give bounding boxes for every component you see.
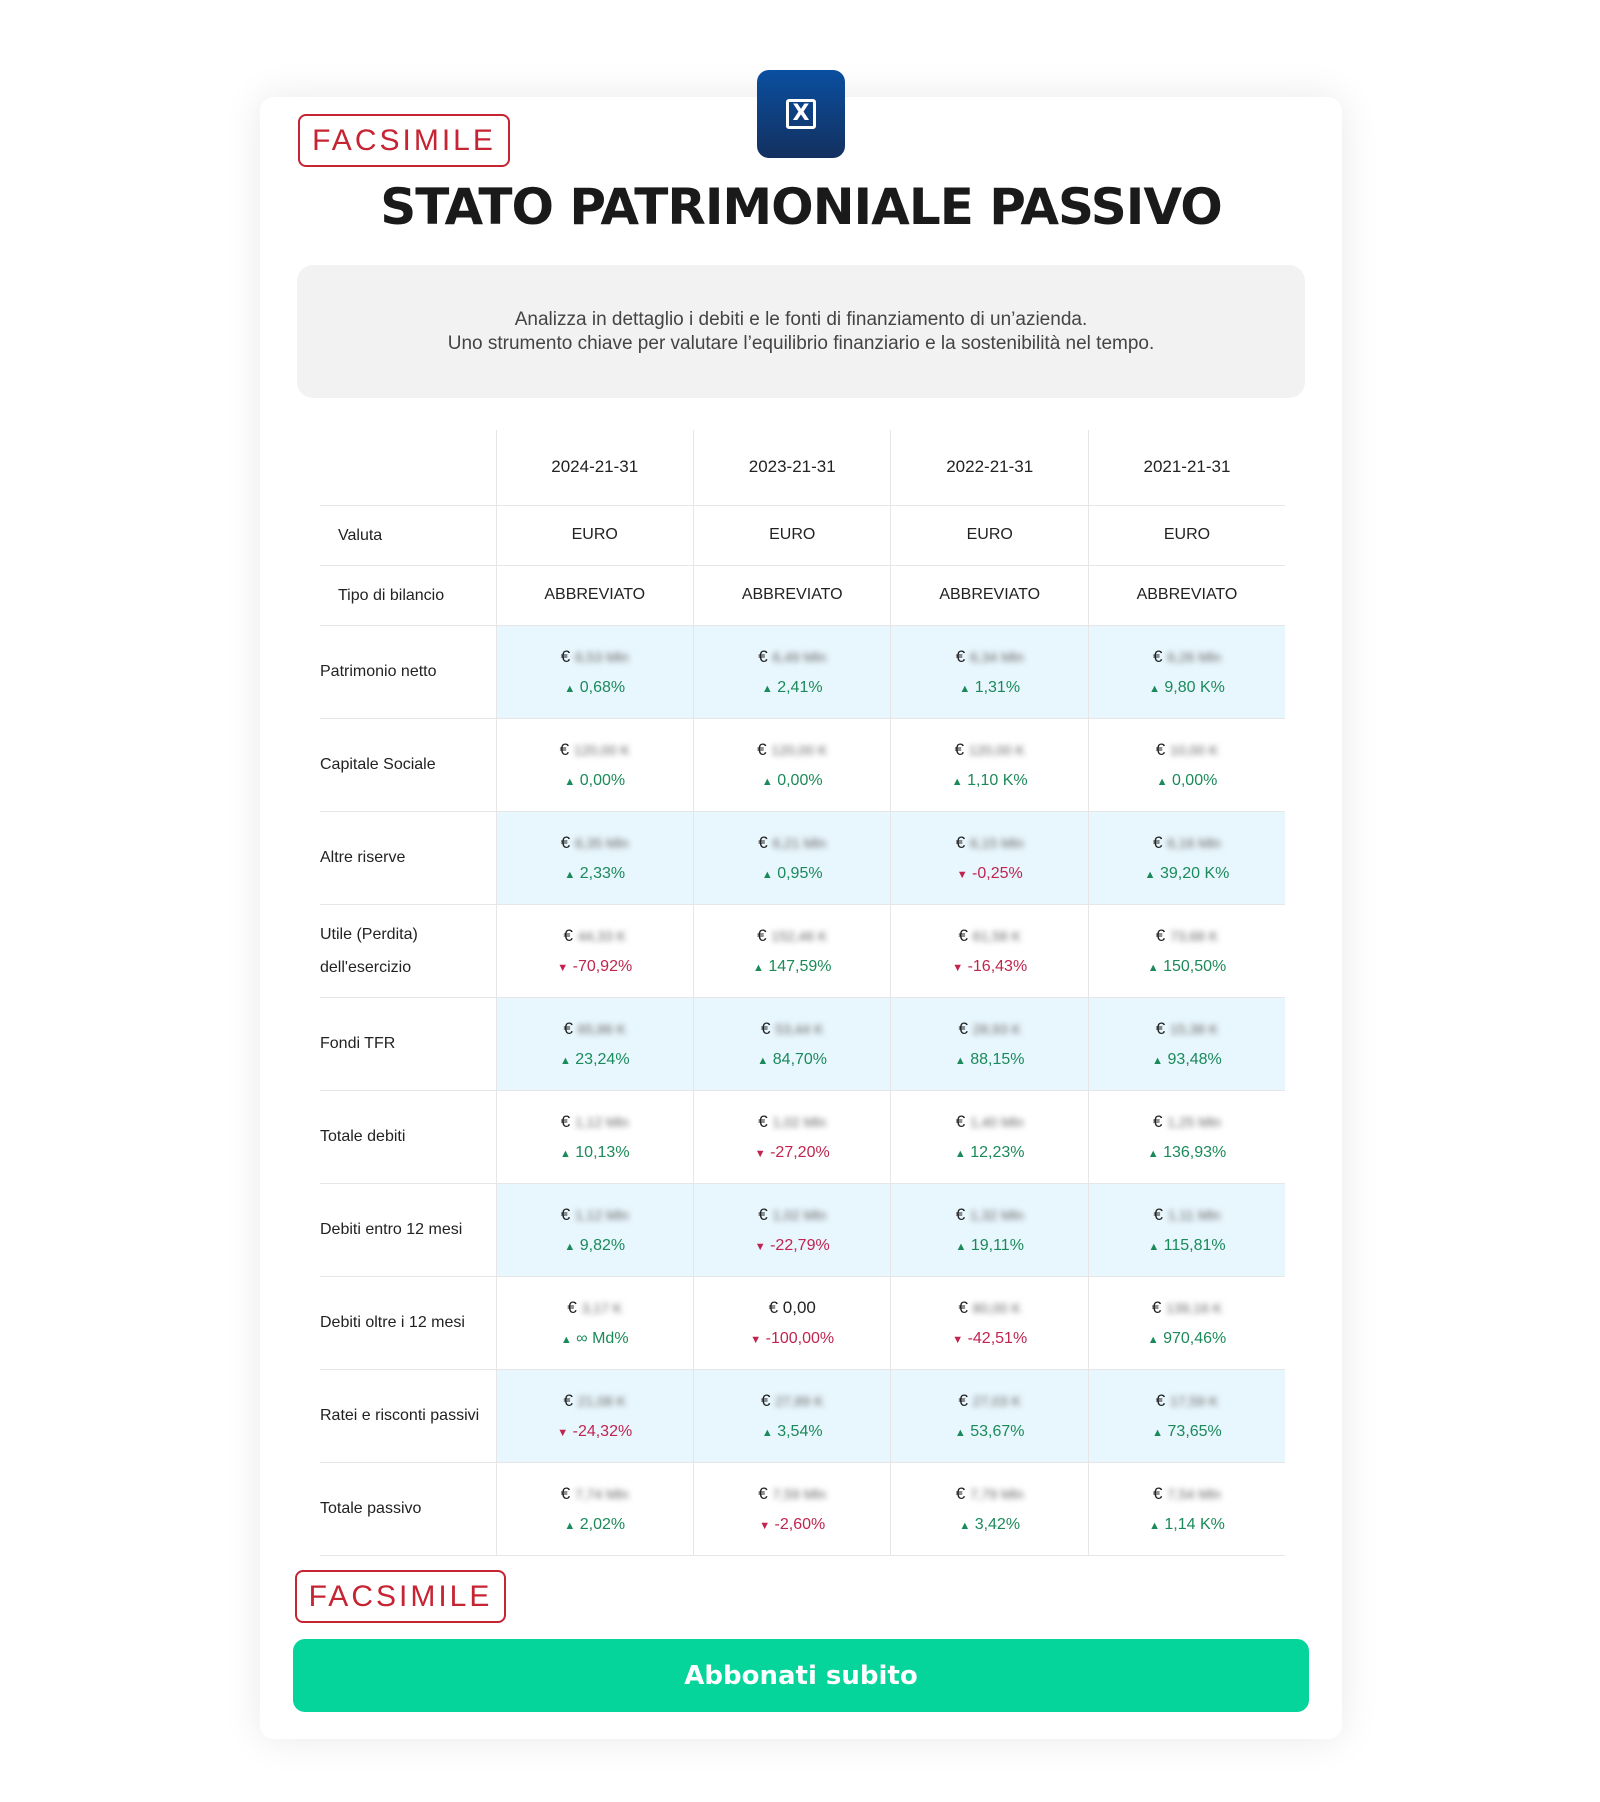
currency-symbol: €: [958, 925, 968, 945]
change-percent: 136,93%: [1163, 1143, 1227, 1161]
change-percent: 84,70%: [772, 1050, 828, 1068]
amount-value: 6,53 Mln: [574, 648, 629, 665]
value-cell: [891, 718, 1088, 811]
value-cell: [1088, 718, 1285, 811]
value-cell: [891, 904, 1088, 997]
value-cell: [496, 625, 693, 718]
currency-symbol: €: [958, 1390, 968, 1410]
amount-value: 44,33 K: [577, 927, 626, 944]
row-label: Altre riserve: [320, 811, 496, 904]
arrow-up-icon: ▲: [752, 961, 764, 974]
arrow-up-icon: ▲: [1144, 868, 1156, 881]
value-cell: [496, 718, 693, 811]
currency-symbol: €: [560, 832, 571, 852]
change-percent: -0,25%: [972, 864, 1023, 882]
value-cell: [1088, 1183, 1285, 1276]
currency-symbol: €: [757, 925, 767, 945]
column-header: 2022-21-31: [891, 430, 1088, 505]
arrow-up-icon: ▲: [959, 682, 971, 695]
value-cell: [496, 1276, 693, 1369]
amount-value: 17,59 K: [1169, 1392, 1219, 1409]
amount-value: 1,02 Mln: [772, 1206, 827, 1223]
arrow-up-icon: ▲: [560, 1333, 572, 1346]
currency-symbol: €: [954, 739, 965, 759]
amount-value: 120,00 K: [968, 741, 1025, 758]
value-cell: [891, 1369, 1088, 1462]
row-label: Patrimonio netto: [320, 625, 496, 718]
arrow-up-icon: ▲: [1152, 1054, 1164, 1067]
change-percent: 1,10 K%: [967, 771, 1028, 789]
amount-value: 1,12 Mln: [574, 1113, 629, 1130]
amount-value: 21,08 K: [577, 1392, 626, 1409]
currency-symbol: €: [567, 1297, 577, 1317]
amount-value: 1,25 Mln: [1167, 1113, 1221, 1130]
currency-symbol: €: [1153, 646, 1163, 666]
row-label: Capitale Sociale: [320, 718, 496, 811]
amount-value: 1,11 Mln: [1167, 1206, 1221, 1223]
currency-symbol: €: [955, 1483, 966, 1503]
amount-value: 6,15 Mln: [969, 834, 1024, 851]
arrow-up-icon: ▲: [1152, 1426, 1164, 1439]
change-percent: 93,48%: [1167, 1050, 1222, 1068]
currency-symbol: €: [560, 1483, 571, 1503]
change-percent: -70,92%: [572, 957, 633, 975]
currency-symbol: €: [758, 646, 768, 666]
value-cell: [496, 1183, 693, 1276]
value-cell: [891, 1090, 1088, 1183]
currency-symbol: €: [560, 1204, 571, 1224]
change-percent: 1,14 K%: [1164, 1515, 1225, 1533]
arrow-down-icon: ▼: [750, 1333, 762, 1346]
table-row: [320, 718, 1285, 811]
change-percent: 88,15%: [970, 1050, 1025, 1068]
currency-symbol: €: [1155, 925, 1166, 945]
change-percent: ∞ Md%: [576, 1329, 629, 1347]
currency-symbol: €: [1153, 1483, 1163, 1503]
value-cell: [1088, 904, 1285, 997]
change-percent: -16,43%: [967, 957, 1028, 975]
arrow-up-icon: ▲: [1156, 775, 1168, 788]
table-row: [320, 1462, 1285, 1555]
value-cell: [496, 811, 693, 904]
value-cell: [891, 997, 1088, 1090]
currency-symbol: €: [563, 1018, 573, 1038]
value-cell: [891, 1462, 1088, 1555]
amount-value: 0,00: [782, 1297, 816, 1317]
change-percent: 9,82%: [579, 1236, 626, 1254]
currency-symbol: €: [560, 646, 571, 666]
currency-symbol: €: [1153, 832, 1163, 852]
amount-value: 10,00 K: [1169, 741, 1219, 758]
change-percent: -24,32%: [572, 1422, 633, 1440]
change-percent: 0,00%: [579, 771, 626, 789]
currency-symbol: €: [560, 1111, 571, 1131]
change-percent: 0,68%: [579, 678, 626, 696]
value-cell: [891, 1276, 1088, 1369]
arrow-up-icon: ▲: [564, 1519, 576, 1532]
value-cell: [693, 1369, 890, 1462]
row-label: Fondi TFR: [320, 997, 496, 1090]
change-percent: -42,51%: [967, 1329, 1028, 1347]
arrow-up-icon: ▲: [761, 868, 773, 881]
cell: EURO: [1088, 505, 1285, 565]
amount-value: 73,68 K: [1169, 927, 1219, 944]
table-row: [320, 1090, 1285, 1183]
value-cell: [693, 904, 890, 997]
change-percent: 73,65%: [1167, 1422, 1222, 1440]
amount-value: 6,16 Mln: [1167, 834, 1221, 851]
amount-value: 65,86 K: [577, 1020, 626, 1037]
description-line-1: Analizza in dettaglio i debiti e le fonti di finanziamento di un’azienda.: [514, 308, 1088, 330]
value-cell: [693, 625, 890, 718]
change-percent: 23,24%: [575, 1050, 630, 1068]
arrow-up-icon: ▲: [757, 1054, 769, 1067]
value-cell: [496, 997, 693, 1090]
value-cell: [693, 1090, 890, 1183]
amount-value: 3,17 K: [581, 1299, 623, 1316]
value-cell: [1088, 625, 1285, 718]
currency-symbol: €: [563, 925, 573, 945]
change-percent: -2,60%: [774, 1515, 826, 1533]
change-percent: -22,79%: [770, 1236, 830, 1254]
amount-value: 1,40 Mln: [969, 1113, 1024, 1130]
change-percent: 9,80 K%: [1164, 678, 1225, 696]
value-cell: [693, 718, 890, 811]
value-cell: [1088, 1369, 1285, 1462]
change-percent: 0,00%: [777, 771, 823, 789]
arrow-up-icon: ▲: [951, 775, 963, 788]
table-row: [320, 1369, 1285, 1462]
arrow-up-icon: ▲: [564, 868, 576, 881]
arrow-up-icon: ▲: [954, 1147, 966, 1160]
arrow-down-icon: ▼: [754, 1240, 766, 1253]
arrow-down-icon: ▼: [952, 1333, 964, 1346]
row-label: Tipo di bilancio: [320, 565, 496, 625]
arrow-up-icon: ▲: [564, 1240, 576, 1253]
cell: ABBREVIATO: [496, 565, 693, 625]
cell: ABBREVIATO: [693, 565, 890, 625]
currency-symbol: €: [758, 1204, 768, 1224]
currency-symbol: €: [958, 1297, 968, 1317]
change-percent: 39,20 K%: [1159, 864, 1230, 882]
change-percent: 115,81%: [1163, 1236, 1226, 1254]
amount-value: 139,16 K: [1166, 1299, 1223, 1316]
cell: EURO: [891, 505, 1088, 565]
arrow-up-icon: ▲: [1149, 1519, 1160, 1532]
value-cell: [693, 1462, 890, 1555]
value-cell: [1088, 1462, 1285, 1555]
value-cell: [693, 997, 890, 1090]
value-cell: [891, 625, 1088, 718]
value-cell: [496, 904, 693, 997]
value-cell: [693, 811, 890, 904]
currency-symbol: €: [1155, 739, 1166, 759]
currency-symbol: €: [758, 1483, 768, 1503]
value-cell: [496, 1369, 693, 1462]
arrow-down-icon: ▼: [759, 1519, 771, 1532]
change-percent: 2,41%: [777, 678, 823, 696]
amount-value: 7,79 Mln: [969, 1485, 1024, 1502]
amount-value: 80,00 K: [972, 1299, 1021, 1316]
change-percent: 147,59%: [768, 957, 832, 975]
row-label: Debiti entro 12 mesi: [320, 1183, 496, 1276]
cell: EURO: [496, 505, 693, 565]
arrow-up-icon: ▲: [559, 1054, 571, 1067]
value-cell: [891, 811, 1088, 904]
amount-value: 28,93 K: [972, 1020, 1021, 1037]
description-line-2: Uno strumento chiave per valutare l’equilibrio finanziario e la sostenibilità nel tempo.: [447, 332, 1155, 354]
currency-symbol: €: [760, 1390, 771, 1410]
cell: EURO: [693, 505, 890, 565]
value-cell: [1088, 997, 1285, 1090]
table-row: [320, 997, 1285, 1090]
amount-value: 27,03 K: [972, 1392, 1021, 1409]
arrow-up-icon: ▲: [761, 682, 773, 695]
cell: ABBREVIATO: [891, 565, 1088, 625]
amount-value: 6,26 Mln: [1167, 648, 1221, 665]
amount-value: 27,89 K: [775, 1392, 824, 1409]
change-percent: 12,23%: [970, 1143, 1025, 1161]
value-cell: [1088, 1090, 1285, 1183]
amount-value: 152,46 K: [771, 927, 828, 944]
arrow-up-icon: ▲: [559, 1147, 571, 1160]
arrow-down-icon: ▼: [557, 961, 569, 974]
subscribe-button[interactable]: Abbonati subito: [293, 1639, 1309, 1712]
currency-symbol: €: [955, 646, 966, 666]
arrow-up-icon: ▲: [1149, 682, 1160, 695]
amount-value: 1,32 Mln: [969, 1206, 1024, 1223]
amount-value: 6,34 Mln: [969, 648, 1024, 665]
table-row: [320, 811, 1285, 904]
table-row: [320, 625, 1285, 718]
currency-symbol: €: [757, 739, 767, 759]
amount-value: 6,49 Mln: [772, 648, 827, 665]
column-header: 2024-21-31: [496, 430, 693, 505]
arrow-up-icon: ▲: [1147, 1333, 1159, 1346]
change-percent: 53,67%: [970, 1422, 1025, 1440]
value-cell: [496, 1462, 693, 1555]
currency-symbol: €: [768, 1297, 779, 1317]
currency-symbol: €: [1155, 1390, 1166, 1410]
facsimile-badge-bottom: FACSIMILE: [295, 1570, 506, 1623]
amount-value: 120,00 K: [573, 741, 630, 758]
column-header: 2023-21-31: [693, 430, 890, 505]
amount-value: 120,00 K: [771, 741, 828, 758]
table-row: [320, 1183, 1285, 1276]
arrow-down-icon: ▼: [952, 961, 964, 974]
currency-symbol: €: [559, 739, 570, 759]
description-box: [297, 265, 1305, 398]
amount-value: 1,02 Mln: [772, 1113, 827, 1130]
currency-symbol: €: [563, 1390, 573, 1410]
currency-symbol: €: [760, 1018, 771, 1038]
amount-value: 6,35 Mln: [574, 834, 629, 851]
table-row: [320, 904, 1285, 997]
arrow-up-icon: ▲: [564, 775, 576, 788]
facsimile-badge-top: FACSIMILE: [298, 114, 510, 167]
currency-symbol: €: [1151, 1297, 1162, 1317]
change-percent: 150,50%: [1163, 957, 1227, 975]
change-percent: 0,00%: [1171, 771, 1218, 789]
amount-value: 7,59 Mln: [772, 1485, 827, 1502]
amount-value: 53,44 K: [775, 1020, 824, 1037]
currency-symbol: €: [758, 1111, 768, 1131]
currency-symbol: €: [955, 832, 966, 852]
change-percent: -27,20%: [770, 1143, 830, 1161]
currency-symbol: €: [1153, 1111, 1163, 1131]
amount-value: 7,74 Mln: [574, 1485, 629, 1502]
row-label: Ratei e risconti passivi: [320, 1369, 496, 1462]
currency-symbol: €: [1155, 1018, 1166, 1038]
currency-symbol: €: [758, 832, 768, 852]
value-cell: [1088, 811, 1285, 904]
change-percent: 2,33%: [579, 864, 626, 882]
change-percent: 10,13%: [575, 1143, 630, 1161]
value-cell: [693, 1183, 890, 1276]
change-percent: 0,95%: [777, 864, 823, 882]
arrow-up-icon: ▲: [1147, 1147, 1159, 1160]
row-label: Debiti oltre i 12 mesi: [320, 1276, 496, 1369]
arrow-down-icon: ▼: [754, 1147, 766, 1160]
arrow-up-icon: ▲: [761, 775, 773, 788]
amount-value: 7,54 Mln: [1167, 1485, 1221, 1502]
arrow-up-icon: ▲: [761, 1426, 773, 1439]
change-percent: 1,31%: [974, 678, 1021, 696]
row-label: Totale debiti: [320, 1090, 496, 1183]
cell: ABBREVIATO: [1088, 565, 1285, 625]
row-label: Valuta: [320, 505, 496, 565]
currency-symbol: €: [958, 1018, 968, 1038]
currency-symbol: €: [1153, 1204, 1163, 1224]
arrow-up-icon: ▲: [1147, 961, 1159, 974]
table-row: [320, 1276, 1285, 1369]
change-percent: 19,11%: [970, 1236, 1024, 1254]
value-cell: [496, 1090, 693, 1183]
row-label: Utile (Perdita) dell'esercizio: [320, 904, 496, 997]
arrow-up-icon: ▲: [564, 682, 576, 695]
change-percent: 3,42%: [974, 1515, 1021, 1533]
currency-symbol: €: [955, 1204, 966, 1224]
amount-value: 15,38 K: [1169, 1020, 1219, 1037]
amount-value: 6,21 Mln: [772, 834, 827, 851]
currency-symbol: €: [955, 1111, 966, 1131]
column-header: 2021-21-31: [1143, 457, 1231, 477]
change-percent: 970,46%: [1163, 1329, 1227, 1347]
change-percent: 3,54%: [777, 1422, 823, 1440]
value-cell: [891, 1183, 1088, 1276]
amount-value: 61,58 K: [972, 927, 1021, 944]
balance-table: [320, 430, 1285, 1556]
row-label: Totale passivo: [320, 1462, 496, 1555]
arrow-down-icon: ▼: [956, 868, 968, 881]
change-percent: 2,02%: [579, 1515, 626, 1533]
value-cell: [693, 1276, 890, 1369]
arrow-up-icon: ▲: [954, 1426, 966, 1439]
excel-icon: X: [757, 70, 845, 158]
value-cell: [1088, 1276, 1285, 1369]
change-percent: -100,00%: [765, 1329, 835, 1347]
arrow-up-icon: ▲: [954, 1054, 966, 1067]
arrow-up-icon: ▲: [955, 1240, 967, 1253]
arrow-down-icon: ▼: [557, 1426, 569, 1439]
arrow-up-icon: ▲: [1148, 1240, 1160, 1253]
page-title: STATO PATRIMONIALE PASSIVO: [380, 178, 1222, 236]
table-row-tipo: [320, 565, 1285, 625]
arrow-up-icon: ▲: [959, 1519, 971, 1532]
amount-value: 1,12 Mln: [574, 1206, 629, 1223]
table-row-valuta: [320, 505, 1285, 565]
